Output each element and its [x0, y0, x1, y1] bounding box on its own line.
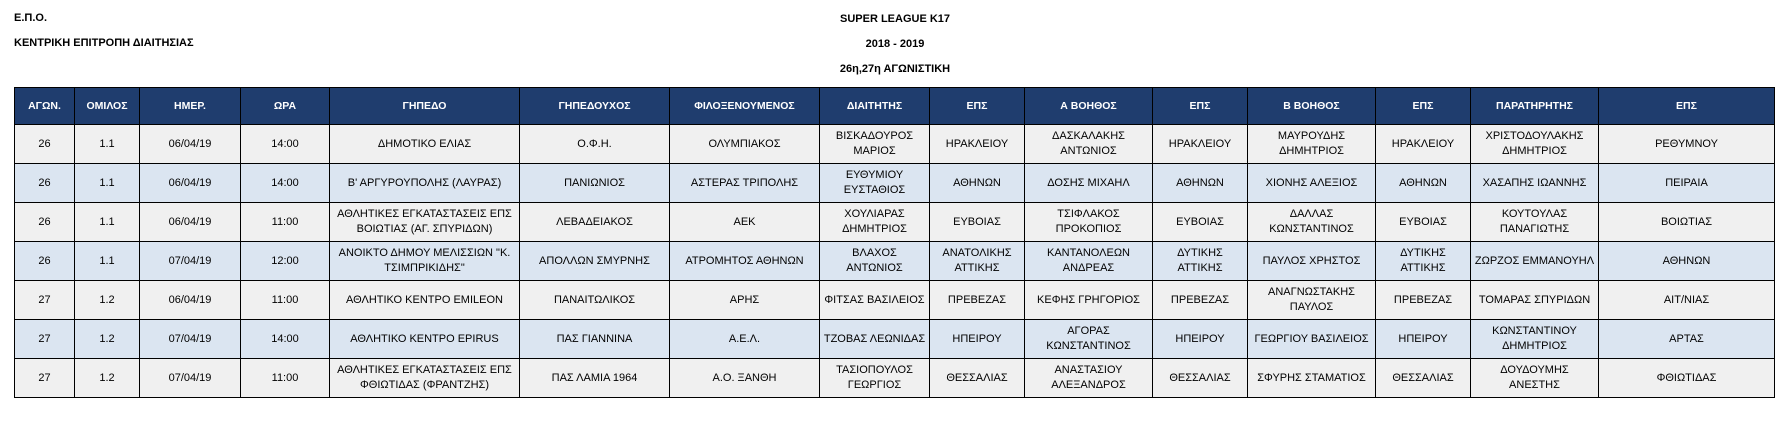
cell-referee: ΒΛΑΧΟΣ ΑΝΤΩΝΙΟΣ — [820, 242, 930, 281]
cell-date: 06/04/19 — [140, 281, 241, 320]
table-row — [15, 281, 1775, 320]
cell-assistant-a-eps: ΠΡΕΒΕΖΑΣ — [1153, 281, 1248, 320]
cell-time: 14:00 — [241, 320, 330, 359]
cell-away: ΑΣΤΕΡΑΣ ΤΡΙΠΟΛΗΣ — [670, 164, 820, 203]
cell-match: 26 — [15, 203, 75, 242]
cell-group: 1.1 — [75, 164, 140, 203]
cell-assistant-b: ΔΑΛΛΑΣ ΚΩΝΣΤΑΝΤΙΝΟΣ — [1248, 203, 1376, 242]
cell-assistant-a-eps: ΕΥΒΟΙΑΣ — [1153, 203, 1248, 242]
cell-referee: ΦΙΤΣΑΣ ΒΑΣΙΛΕΙΟΣ — [820, 281, 930, 320]
cell-home: ΠΑΝΑΙΤΩΛΙΚΟΣ — [520, 281, 670, 320]
cell-assistant-a-eps: ΔΥΤΙΚΗΣ ΑΤΤΙΚΗΣ — [1153, 242, 1248, 281]
cell-time: 14:00 — [241, 125, 330, 164]
cell-assistant-b-eps: ΗΠΕΙΡΟΥ — [1376, 320, 1471, 359]
cell-referee-eps: ΑΘΗΝΩΝ — [930, 164, 1025, 203]
col-header-time: ΩΡΑ — [241, 88, 330, 125]
cell-time: 11:00 — [241, 359, 330, 398]
col-header-referee: ΔΙΑΙΤΗΤΗΣ — [820, 88, 930, 125]
cell-home: ΛΕΒΑΔΕΙΑΚΟΣ — [520, 203, 670, 242]
cell-assistant-a-eps: ΗΡΑΚΛΕΙΟΥ — [1153, 125, 1248, 164]
cell-observer-eps: ΦΘΙΩΤΙΔΑΣ — [1599, 359, 1775, 398]
cell-referee: ΕΥΘΥΜΙΟΥ ΕΥΣΤΑΘΙΟΣ — [820, 164, 930, 203]
cell-assistant-a: ΚΕΦΗΣ ΓΡΗΓΟΡΙΟΣ — [1025, 281, 1153, 320]
col-header-group: ΟΜΙΛΟΣ — [75, 88, 140, 125]
cell-assistant-b: ΠΑΥΛΟΣ ΧΡΗΣΤΟΣ — [1248, 242, 1376, 281]
cell-assistant-a: ΑΓΟΡΑΣ ΚΩΝΣΤΑΝΤΙΝΟΣ — [1025, 320, 1153, 359]
cell-referee: ΤΖΟΒΑΣ ΛΕΩΝΙΔΑΣ — [820, 320, 930, 359]
cell-referee: ΧΟΥΛΙΑΡΑΣ ΔΗΜΗΤΡΙΟΣ — [820, 203, 930, 242]
cell-referee-eps: ΘΕΣΣΑΛΙΑΣ — [930, 359, 1025, 398]
cell-date: 06/04/19 — [140, 125, 241, 164]
col-header-date: ΗΜΕΡ. — [140, 88, 241, 125]
cell-referee-eps: ΑΝΑΤΟΛΙΚΗΣ ΑΤΤΙΚΗΣ — [930, 242, 1025, 281]
table-row — [15, 320, 1775, 359]
cell-match: 26 — [15, 125, 75, 164]
cell-assistant-a: ΚΑΝΤΑΝΟΛΕΩΝ ΑΝΔΡΕΑΣ — [1025, 242, 1153, 281]
cell-time: 11:00 — [241, 203, 330, 242]
cell-away: Α.Ε.Λ. — [670, 320, 820, 359]
cell-assistant-b: ΜΑΥΡΟΥΔΗΣ ΔΗΜΗΤΡΙΟΣ — [1248, 125, 1376, 164]
cell-group: 1.2 — [75, 359, 140, 398]
cell-assistant-b-eps: ΑΘΗΝΩΝ — [1376, 164, 1471, 203]
cell-stadium: ΑΘΛΗΤΙΚΕΣ ΕΓΚΑΤΑΣΤΑΣΕΙΣ ΕΠΣ ΦΘΙΩΤΙΔΑΣ (ΦΡΑΝΤΖΗΣ) — [330, 359, 520, 398]
round-label: 26η,27η ΑΓΩΝΙΣΤΙΚΗ — [839, 63, 951, 75]
cell-observer: ΧΑΣΑΠΗΣ ΙΩΑΝΝΗΣ — [1471, 164, 1599, 203]
col-header-assistant-a-eps: ΕΠΣ — [1153, 88, 1248, 125]
cell-assistant-b-eps: ΕΥΒΟΙΑΣ — [1376, 203, 1471, 242]
cell-assistant-b-eps: ΠΡΕΒΕΖΑΣ — [1376, 281, 1471, 320]
cell-assistant-a: ΤΣΙΦΛΑΚΟΣ ΠΡΟΚΟΠΙΟΣ — [1025, 203, 1153, 242]
table-header-row — [15, 88, 1775, 125]
table-row — [15, 164, 1775, 203]
col-header-referee-eps: ΕΠΣ — [930, 88, 1025, 125]
season-label: 2018 - 2019 — [865, 38, 925, 50]
cell-home: ΠΑΝΙΩΝΙΟΣ — [520, 164, 670, 203]
cell-away: ΑΡΗΣ — [670, 281, 820, 320]
cell-observer: ΤΟΜΑΡΑΣ ΣΠΥΡΙΔΩΝ — [1471, 281, 1599, 320]
cell-date: 07/04/19 — [140, 359, 241, 398]
org-name: Ε.Π.Ο. — [14, 12, 48, 24]
cell-stadium: ΔΗΜΟΤΙΚΟ ΕΛΙΑΣ — [330, 125, 520, 164]
cell-stadium: ΑΝΟΙΚΤΟ ΔΗΜΟΥ ΜΕΛΙΣΣΙΩΝ "Κ. ΤΣΙΜΠΡΙΚΙΔΗΣ" — [330, 242, 520, 281]
cell-stadium: Β' ΑΡΓΥΡΟΥΠΟΛΗΣ (ΛΑΥΡΑΣ) — [330, 164, 520, 203]
cell-home: ΑΠΟΛΛΩΝ ΣΜΥΡΝΗΣ — [520, 242, 670, 281]
cell-stadium: ΑΘΛΗΤΙΚΟ ΚΕΝΤΡΟ EPIRUS — [330, 320, 520, 359]
cell-referee-eps: ΠΡΕΒΕΖΑΣ — [930, 281, 1025, 320]
cell-group: 1.1 — [75, 203, 140, 242]
cell-observer: ΔΟΥΔΟΥΜΗΣ ΑΝΕΣΤΗΣ — [1471, 359, 1599, 398]
cell-time: 14:00 — [241, 164, 330, 203]
cell-observer-eps: ΑΡΤΑΣ — [1599, 320, 1775, 359]
col-header-observer-eps: ΕΠΣ — [1599, 88, 1775, 125]
cell-match: 27 — [15, 281, 75, 320]
cell-observer-eps: ΑΘΗΝΩΝ — [1599, 242, 1775, 281]
cell-date: 06/04/19 — [140, 164, 241, 203]
cell-stadium: ΑΘΛΗΤΙΚΕΣ ΕΓΚΑΤΑΣΤΑΣΕΙΣ ΕΠΣ ΒΟΙΩΤΙΑΣ (ΑΓ. ΣΠΥΡΙΔΩΝ) — [330, 203, 520, 242]
cell-away: ΑΤΡΟΜΗΤΟΣ ΑΘΗΝΩΝ — [670, 242, 820, 281]
cell-assistant-a: ΑΝΑΣΤΑΣΙΟΥ ΑΛΕΞΑΝΔΡΟΣ — [1025, 359, 1153, 398]
cell-group: 1.2 — [75, 320, 140, 359]
cell-assistant-b-eps: ΗΡΑΚΛΕΙΟΥ — [1376, 125, 1471, 164]
cell-assistant-a: ΔΑΣΚΑΛΑΚΗΣ ΑΝΤΩΝΙΟΣ — [1025, 125, 1153, 164]
cell-home: ΠΑΣ ΓΙΑΝΝΙΝΑ — [520, 320, 670, 359]
table-row — [15, 203, 1775, 242]
cell-assistant-a-eps: ΘΕΣΣΑΛΙΑΣ — [1153, 359, 1248, 398]
cell-away: ΑΕΚ — [670, 203, 820, 242]
col-header-assistant-a: Α ΒΟΗΘΟΣ — [1025, 88, 1153, 125]
cell-stadium: ΑΘΛΗΤΙΚΟ ΚΕΝΤΡΟ EMILEON — [330, 281, 520, 320]
cell-observer-eps: ΒΟΙΩΤΙΑΣ — [1599, 203, 1775, 242]
col-header-match: ΑΓΩΝ. — [15, 88, 75, 125]
cell-observer-eps: ΑΙΤ/ΝΙΑΣ — [1599, 281, 1775, 320]
cell-observer: ΧΡΙΣΤΟΔΟΥΛΑΚΗΣ ΔΗΜΗΤΡΙΟΣ — [1471, 125, 1599, 164]
cell-observer: ΚΟΥΤΟΥΛΑΣ ΠΑΝΑΓΙΩΤΗΣ — [1471, 203, 1599, 242]
cell-referee: ΤΑΣΙΟΠΟΥΛΟΣ ΓΕΩΡΓΙΟΣ — [820, 359, 930, 398]
table-row — [15, 125, 1775, 164]
col-header-stadium: ΓΗΠΕΔΟ — [330, 88, 520, 125]
cell-assistant-a-eps: ΗΠΕΙΡΟΥ — [1153, 320, 1248, 359]
cell-group: 1.1 — [75, 125, 140, 164]
cell-assistant-b-eps: ΘΕΣΣΑΛΙΑΣ — [1376, 359, 1471, 398]
cell-assistant-b: ΓΕΩΡΓΙΟΥ ΒΑΣΙΛΕΙΟΣ — [1248, 320, 1376, 359]
cell-time: 12:00 — [241, 242, 330, 281]
cell-assistant-a-eps: ΑΘΗΝΩΝ — [1153, 164, 1248, 203]
cell-match: 26 — [15, 242, 75, 281]
cell-match: 27 — [15, 320, 75, 359]
committee-name: ΚΕΝΤΡΙΚΗ ΕΠΙΤΡΟΠΗ ΔΙΑΙΤΗΣΙΑΣ — [14, 37, 194, 49]
cell-referee-eps: ΗΡΑΚΛΕΙΟΥ — [930, 125, 1025, 164]
col-header-away: ΦΙΛΟΞΕΝΟΥΜΕΝΟΣ — [670, 88, 820, 125]
league-title: SUPER LEAGUE K17 — [839, 13, 951, 25]
cell-group: 1.2 — [75, 281, 140, 320]
cell-referee: ΒΙΣΚΑΔΟΥΡΟΣ ΜΑΡΙΟΣ — [820, 125, 930, 164]
cell-referee-eps: ΗΠΕΙΡΟΥ — [930, 320, 1025, 359]
cell-assistant-b: ΧΙΟΝΗΣ ΑΛΕΞΙΟΣ — [1248, 164, 1376, 203]
cell-assistant-b-eps: ΔΥΤΙΚΗΣ ΑΤΤΙΚΗΣ — [1376, 242, 1471, 281]
cell-assistant-a: ΔΟΣΗΣ ΜΙΧΑΗΛ — [1025, 164, 1153, 203]
table-row — [15, 242, 1775, 281]
referee-assignments-table — [14, 87, 1775, 398]
cell-observer-eps: ΡΕΘΥΜΝΟΥ — [1599, 125, 1775, 164]
col-header-assistant-b: Β ΒΟΗΘΟΣ — [1248, 88, 1376, 125]
cell-home: ΠΑΣ ΛΑΜΙΑ 1964 — [520, 359, 670, 398]
cell-assistant-b: ΣΦΥΡΗΣ ΣΤΑΜΑΤΙΟΣ — [1248, 359, 1376, 398]
table-row — [15, 359, 1775, 398]
cell-observer-eps: ΠΕΙΡΑΙΑ — [1599, 164, 1775, 203]
cell-home: Ο.Φ.Η. — [520, 125, 670, 164]
cell-date: 07/04/19 — [140, 242, 241, 281]
cell-away: Α.Ο. ΞΑΝΘΗ — [670, 359, 820, 398]
cell-away: ΟΛΥΜΠΙΑΚΟΣ — [670, 125, 820, 164]
cell-referee-eps: ΕΥΒΟΙΑΣ — [930, 203, 1025, 242]
cell-group: 1.1 — [75, 242, 140, 281]
cell-observer: ΖΩΡΖΟΣ ΕΜΜΑΝΟΥΗΛ — [1471, 242, 1599, 281]
col-header-home: ΓΗΠΕΔΟΥΧΟΣ — [520, 88, 670, 125]
cell-date: 06/04/19 — [140, 203, 241, 242]
cell-date: 07/04/19 — [140, 320, 241, 359]
cell-observer: ΚΩΝΣΤΑΝΤΙΝΟΥ ΔΗΜΗΤΡΙΟΣ — [1471, 320, 1599, 359]
cell-assistant-b: ΑΝΑΓΝΩΣΤΑΚΗΣ ΠΑΥΛΟΣ — [1248, 281, 1376, 320]
cell-time: 11:00 — [241, 281, 330, 320]
cell-match: 26 — [15, 164, 75, 203]
col-header-observer: ΠΑΡΑΤΗΡΗΤΗΣ — [1471, 88, 1599, 125]
cell-match: 27 — [15, 359, 75, 398]
col-header-assistant-b-eps: ΕΠΣ — [1376, 88, 1471, 125]
